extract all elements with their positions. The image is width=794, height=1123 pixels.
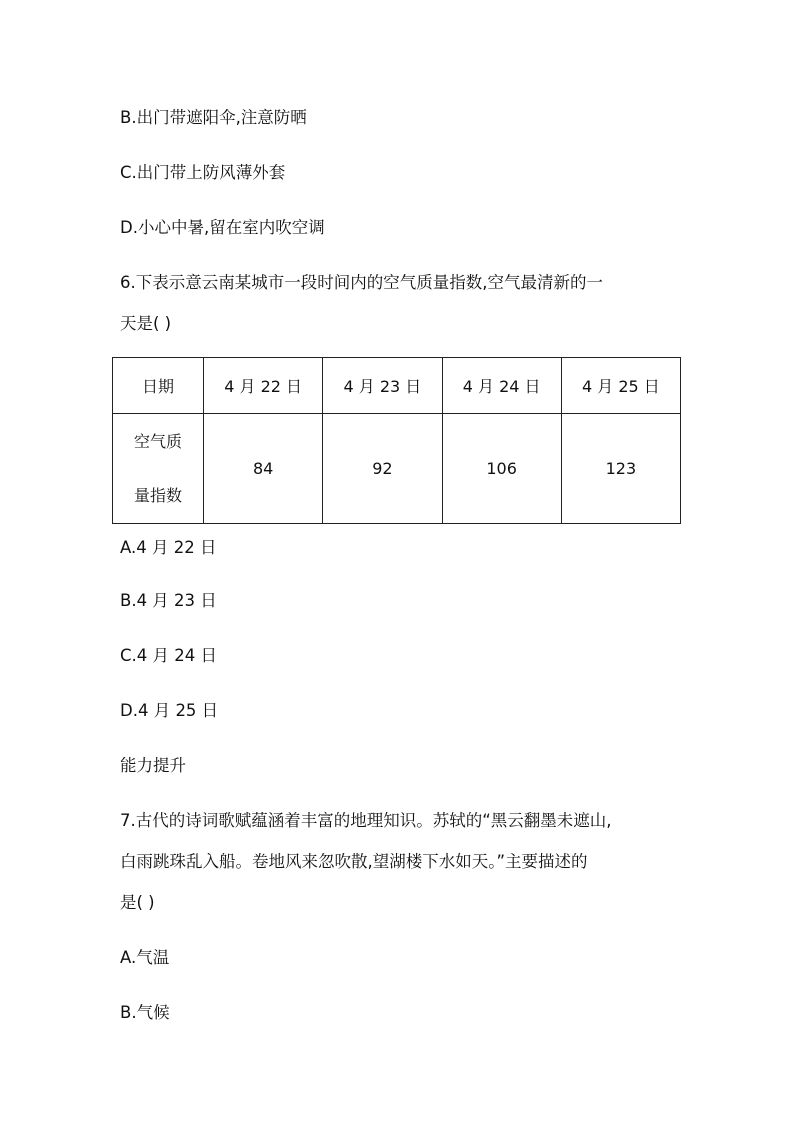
q6-option-b: B.4 月 23 日 [120, 591, 217, 610]
value-cell: 84 [204, 414, 323, 524]
q7-option-b: B.气候 [120, 1003, 170, 1022]
air-quality-table [112, 357, 681, 524]
date-cell: 4 月 25 日 [561, 358, 680, 414]
q6-option-d: D.4 月 25 日 [120, 701, 219, 720]
q7-stem-line-1: 7.古代的诗词歌赋蕴涵着丰富的地理知识。苏轼的“黑云翻墨未遮山, [120, 811, 612, 830]
value-cell: 92 [323, 414, 442, 524]
value-cell: 106 [442, 414, 561, 524]
q6-option-a: A.4 月 22 日 [120, 538, 217, 557]
q6-stem-line-1: 6.下表示意云南某城市一段时间内的空气质量指数,空气最清新的一 [120, 273, 603, 292]
section-heading: 能力提升 [120, 756, 186, 775]
row-label-line-1: 空气质 [133, 431, 182, 451]
row-label-line-2: 量指数 [133, 485, 182, 505]
table-value-row [113, 414, 681, 524]
q7-stem-line-3: 是( ) [120, 893, 155, 912]
q7-option-a: A.气温 [120, 948, 170, 967]
value-cell: 123 [561, 414, 680, 524]
date-cell: 4 月 23 日 [323, 358, 442, 414]
date-cell: 4 月 24 日 [442, 358, 561, 414]
q5-option-c: C.出门带上防风薄外套 [120, 163, 286, 182]
row-label-cell [113, 414, 204, 524]
date-cell: 4 月 22 日 [204, 358, 323, 414]
q7-stem-line-2: 白雨跳珠乱入船。卷地风来忽吹散,望湖楼下水如天。”主要描述的 [120, 852, 588, 871]
q6-stem-line-2: 天是( ) [120, 314, 172, 333]
q6-option-c: C.4 月 24 日 [120, 646, 217, 665]
table-header-row [113, 358, 681, 414]
q5-option-b: B.出门带遮阳伞,注意防晒 [120, 108, 307, 127]
header-label-cell: 日期 [113, 358, 204, 414]
q5-option-d: D.小心中暑,留在室内吹空调 [120, 218, 325, 237]
